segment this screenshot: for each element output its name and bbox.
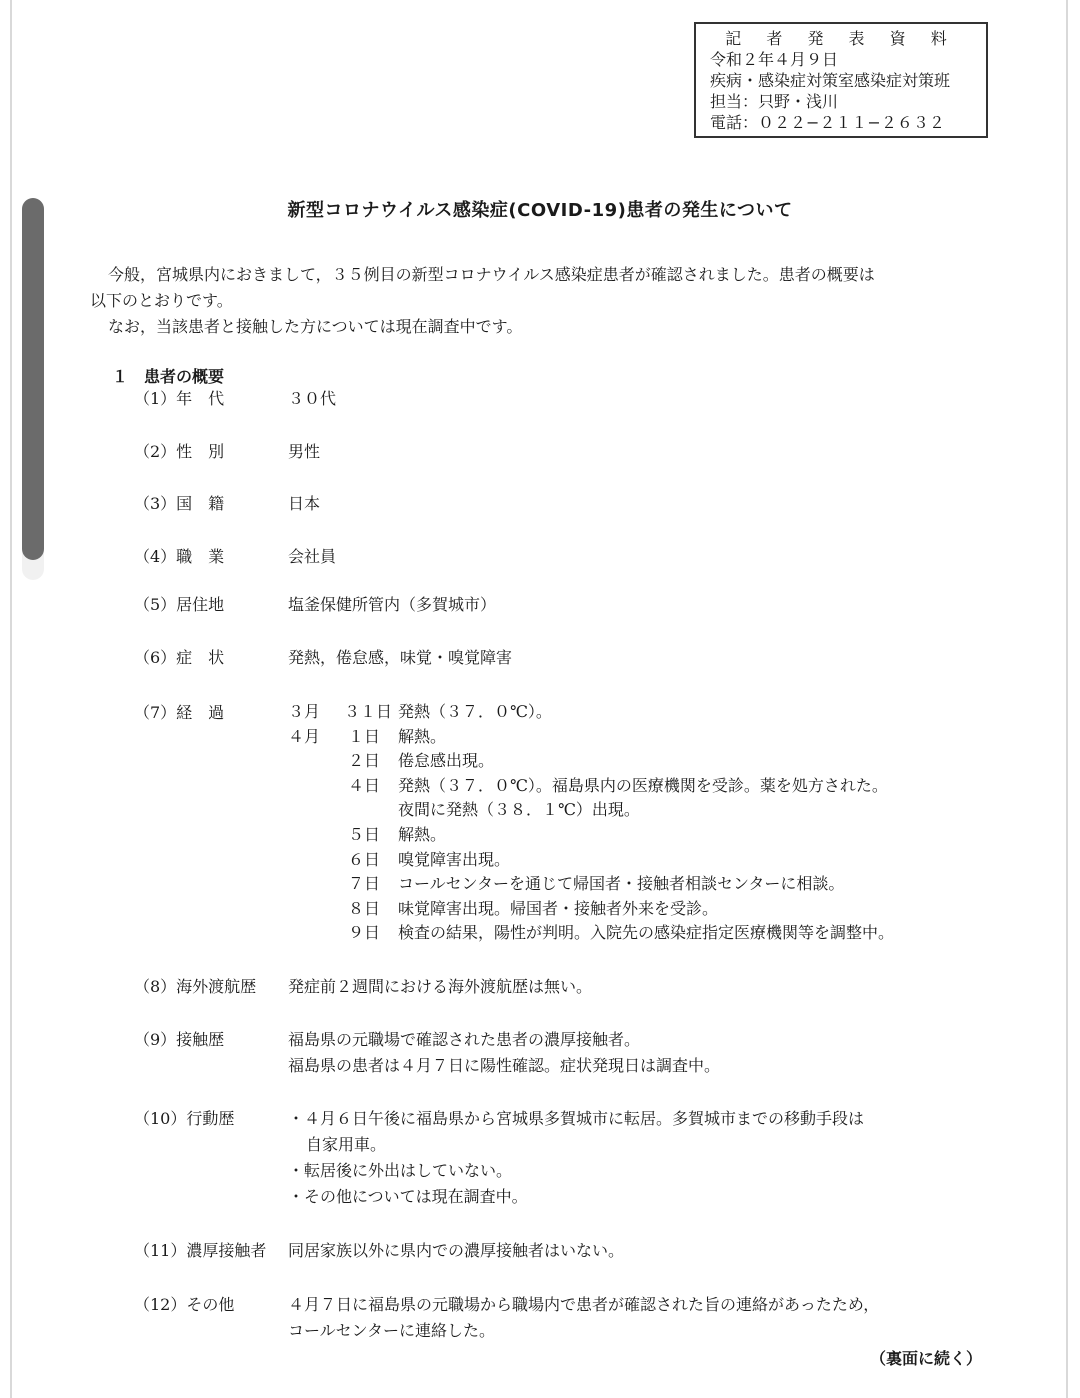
release-date: 令和２年４月９日: [710, 50, 839, 69]
item-value: ３０代: [288, 389, 337, 408]
timeline-day: ８日: [347, 898, 380, 918]
item-label: （5）居住地: [134, 595, 225, 614]
item-value: 発症前２週間における海外渡航歴は無い。: [288, 977, 593, 996]
intro-line-3: なお，当該患者と接触した方については現在調査中です。: [108, 317, 523, 336]
intro-line-2: 以下のとおりです。: [90, 291, 233, 310]
timeline-day: ７日: [347, 874, 380, 894]
item-label: （11）濃厚接触者: [134, 1241, 267, 1260]
item-value: 同居家族以外に県内での濃厚接触者はいない。: [288, 1241, 625, 1260]
scrollbar-thumb[interactable]: [22, 198, 44, 560]
timeline-month: ４月: [288, 726, 321, 746]
item-label: （3）国 籍: [134, 494, 225, 513]
timeline-day: ９日: [347, 923, 380, 943]
item-value: 日本: [288, 494, 321, 513]
item-label: （6）症 状: [134, 648, 225, 667]
item-label: （12）その他: [134, 1295, 235, 1314]
item-value: 会社員: [288, 547, 337, 566]
item-activity-history: [0, 1106, 1080, 1210]
item-value-line-4: ・その他については現在調査中。: [288, 1187, 528, 1206]
intro-line-1: 今般，宮城県内におきまして，３５例目の新型コロナウイルス感染症患者が確認されました。患者の概要は: [108, 265, 875, 284]
item-value-line-2: コールセンターに連絡した。: [288, 1321, 496, 1340]
timeline-desc: 解熱。: [398, 824, 447, 844]
timeline-desc: 解熱。: [398, 726, 447, 746]
timeline-desc: 夜間に発熱（３８．１℃）出現。: [398, 800, 640, 820]
section-heading-patient-summary: １ 患者の概要: [112, 367, 225, 386]
timeline-desc: 検査の結果，陽性が判明。入院先の感染症指定医療機関等を調整中。: [398, 923, 895, 943]
department: 疾病・感染症対策室感染症対策班: [710, 71, 951, 90]
item-value-line-3: ・転居後に外出はしていない。: [288, 1161, 513, 1180]
item-label: （2）性 別: [134, 442, 225, 461]
timeline-day: ３１日: [344, 702, 393, 721]
timeline-month: ３月: [288, 702, 321, 721]
press-release-heading: 記 者 発 表 資 料: [725, 29, 957, 48]
item-value: 塩釜保健所管内（多賀城市）: [288, 595, 497, 614]
continued-on-back-note: （裏面に続く）: [870, 1349, 983, 1368]
timeline-day: １日: [347, 726, 380, 746]
contact-person: 担当：只野・浅川: [710, 92, 839, 111]
intro-paragraph: [90, 262, 990, 340]
timeline-desc: 発熱（３７．０℃）。: [398, 702, 552, 721]
timeline-day: ５日: [347, 824, 380, 844]
item-value: 男性: [288, 442, 321, 461]
timeline-day: ２日: [347, 751, 380, 771]
item-value-line-2: 福島県の患者は４月７日に陽性確認。症状発現日は調査中。: [288, 1056, 721, 1075]
timeline-desc: 味覚障害出現。帰国者・接触者外来を受診。: [398, 898, 719, 918]
timeline-desc: 倦怠感出現。: [398, 751, 495, 771]
timeline-day: ４日: [347, 775, 380, 795]
item-other: [0, 1292, 1080, 1344]
document-title: 新型コロナウイルス感染症(COVID-19)患者の発生について: [287, 200, 793, 221]
timeline-desc: 発熱（３７．０℃）。福島県内の医療機関を受診。薬を処方された。: [398, 775, 888, 795]
item-value: 福島県の元職場で確認された患者の濃厚接触者。: [288, 1030, 641, 1049]
item-value: 発熱，倦怠感，味覚・嗅覚障害: [288, 648, 513, 667]
item-label: （1）年 代: [134, 389, 225, 408]
item-contact-history: [0, 1027, 1080, 1079]
scrollbar-track[interactable]: [22, 198, 44, 580]
item-value: ４月７日に福島県の元職場から職場内で患者が確認された旨の連絡があったため，: [288, 1295, 880, 1314]
timeline-day: ６日: [347, 849, 380, 869]
item-label: （10）行動歴: [134, 1109, 235, 1128]
timeline-desc: コールセンターを通じて帰国者・接触者相談センターに相談。: [398, 874, 845, 894]
item-label: （9）接触歴: [134, 1030, 225, 1049]
item-label: （4）職 業: [134, 547, 225, 566]
item-value-line-2: 自家用車。: [306, 1135, 387, 1154]
item-label: （8）海外渡航歴: [134, 977, 257, 996]
timeline-desc: 嗅覚障害出現。: [398, 849, 511, 869]
item-value: ・４月６日午後に福島県から宮城県多賀城市に転居。多賀城市までの移動手段は: [288, 1109, 865, 1128]
press-release-box: [694, 22, 988, 138]
phone-number: 電話：０２２−２１１−２６３２: [710, 113, 945, 132]
item-label: （7）経 過: [134, 703, 225, 722]
